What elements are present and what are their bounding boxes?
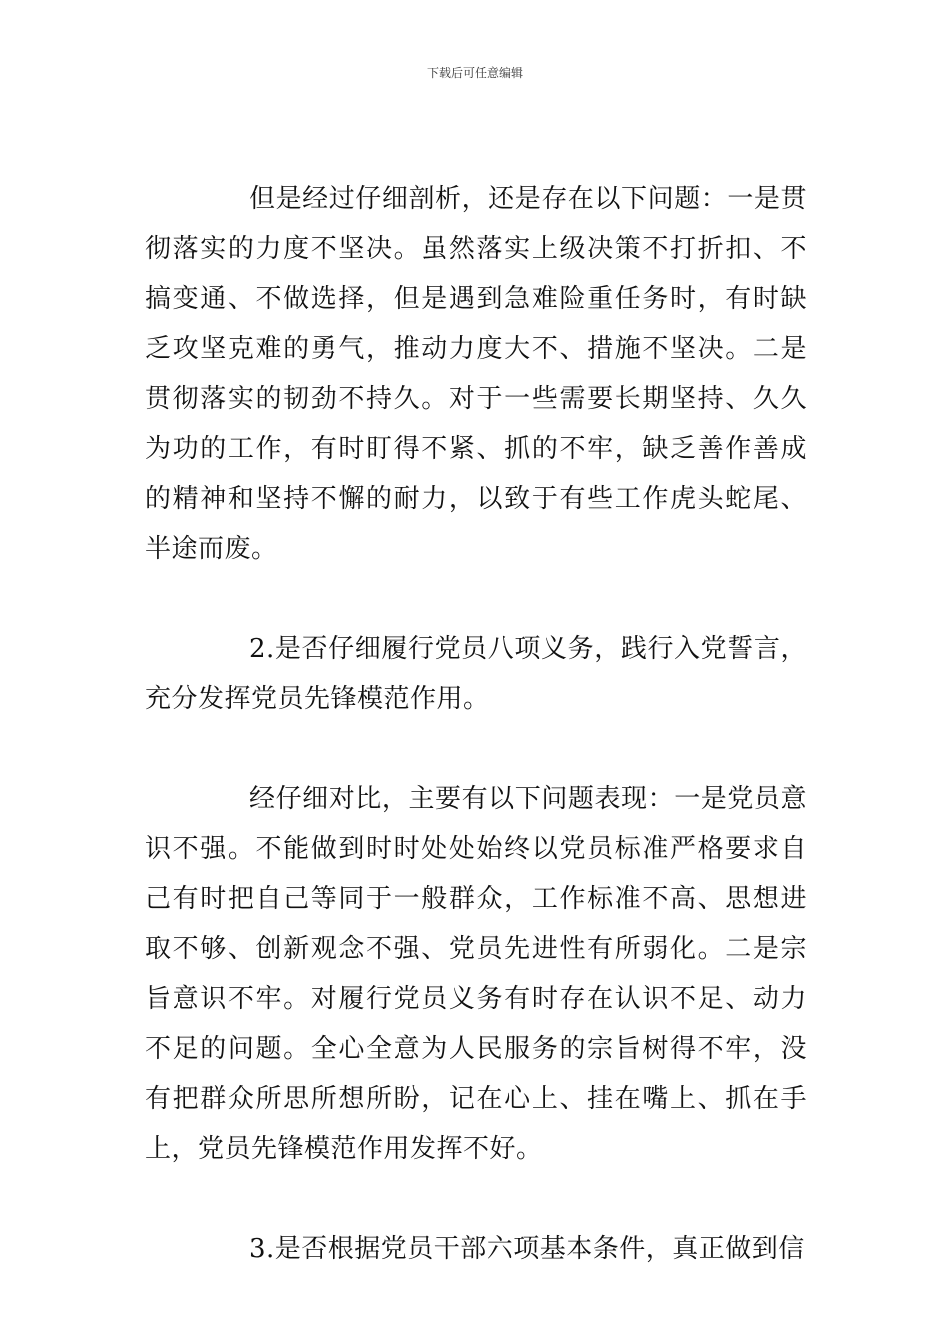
paragraph-spacer <box>145 1174 807 1224</box>
paragraph-spacer <box>145 724 807 774</box>
paragraph-item-2-heading: 2.是否仔细履行党员八项义务，践行入党誓言，充分发挥党员先锋模范作用。 <box>145 634 807 714</box>
paragraph-spacer <box>145 574 807 624</box>
paragraph-comparison: 经仔细对比，主要有以下问题表现：一是党员意识不强。不能做到时时处处始终以党员标准严格要求自己有时把自己等同于一般群众，工作标准不高、思想进取不够、创新观念不强、党员先进性有所弱化。二是宗旨意识不牢。对履行党员义务有时存在认识不足、动力不足的问题。全心全意为人民服务的宗旨树得不牢，没有把群众所思所想所盼，记在心上、挂在嘴上、抓在手上，党员先锋模范作用发挥不好。 <box>145 784 807 1164</box>
document-body <box>145 174 807 1274</box>
paragraph-item-3-heading: 3.是否根据党员干部六项基本条件，真正做到信 <box>249 1234 805 1264</box>
paragraph-analysis: 但是经过仔细剖析，还是存在以下问题：一是贯彻落实的力度不坚决。虽然落实上级决策不打折扣、不搞变通、不做选择，但是遇到急难险重任务时，有时缺乏攻坚克难的勇气，推动力度大不、措施不坚决。二是贯彻落实的韧劲不持久。对于一些需要长期坚持、久久为功的工作，有时盯得不紧、抓的不牢，缺乏善作善成的精神和坚持不懈的耐力，以致于有些工作虎头蛇尾、半途而废。 <box>145 184 807 564</box>
page-header-note: 下载后可任意编辑 <box>426 66 523 80</box>
